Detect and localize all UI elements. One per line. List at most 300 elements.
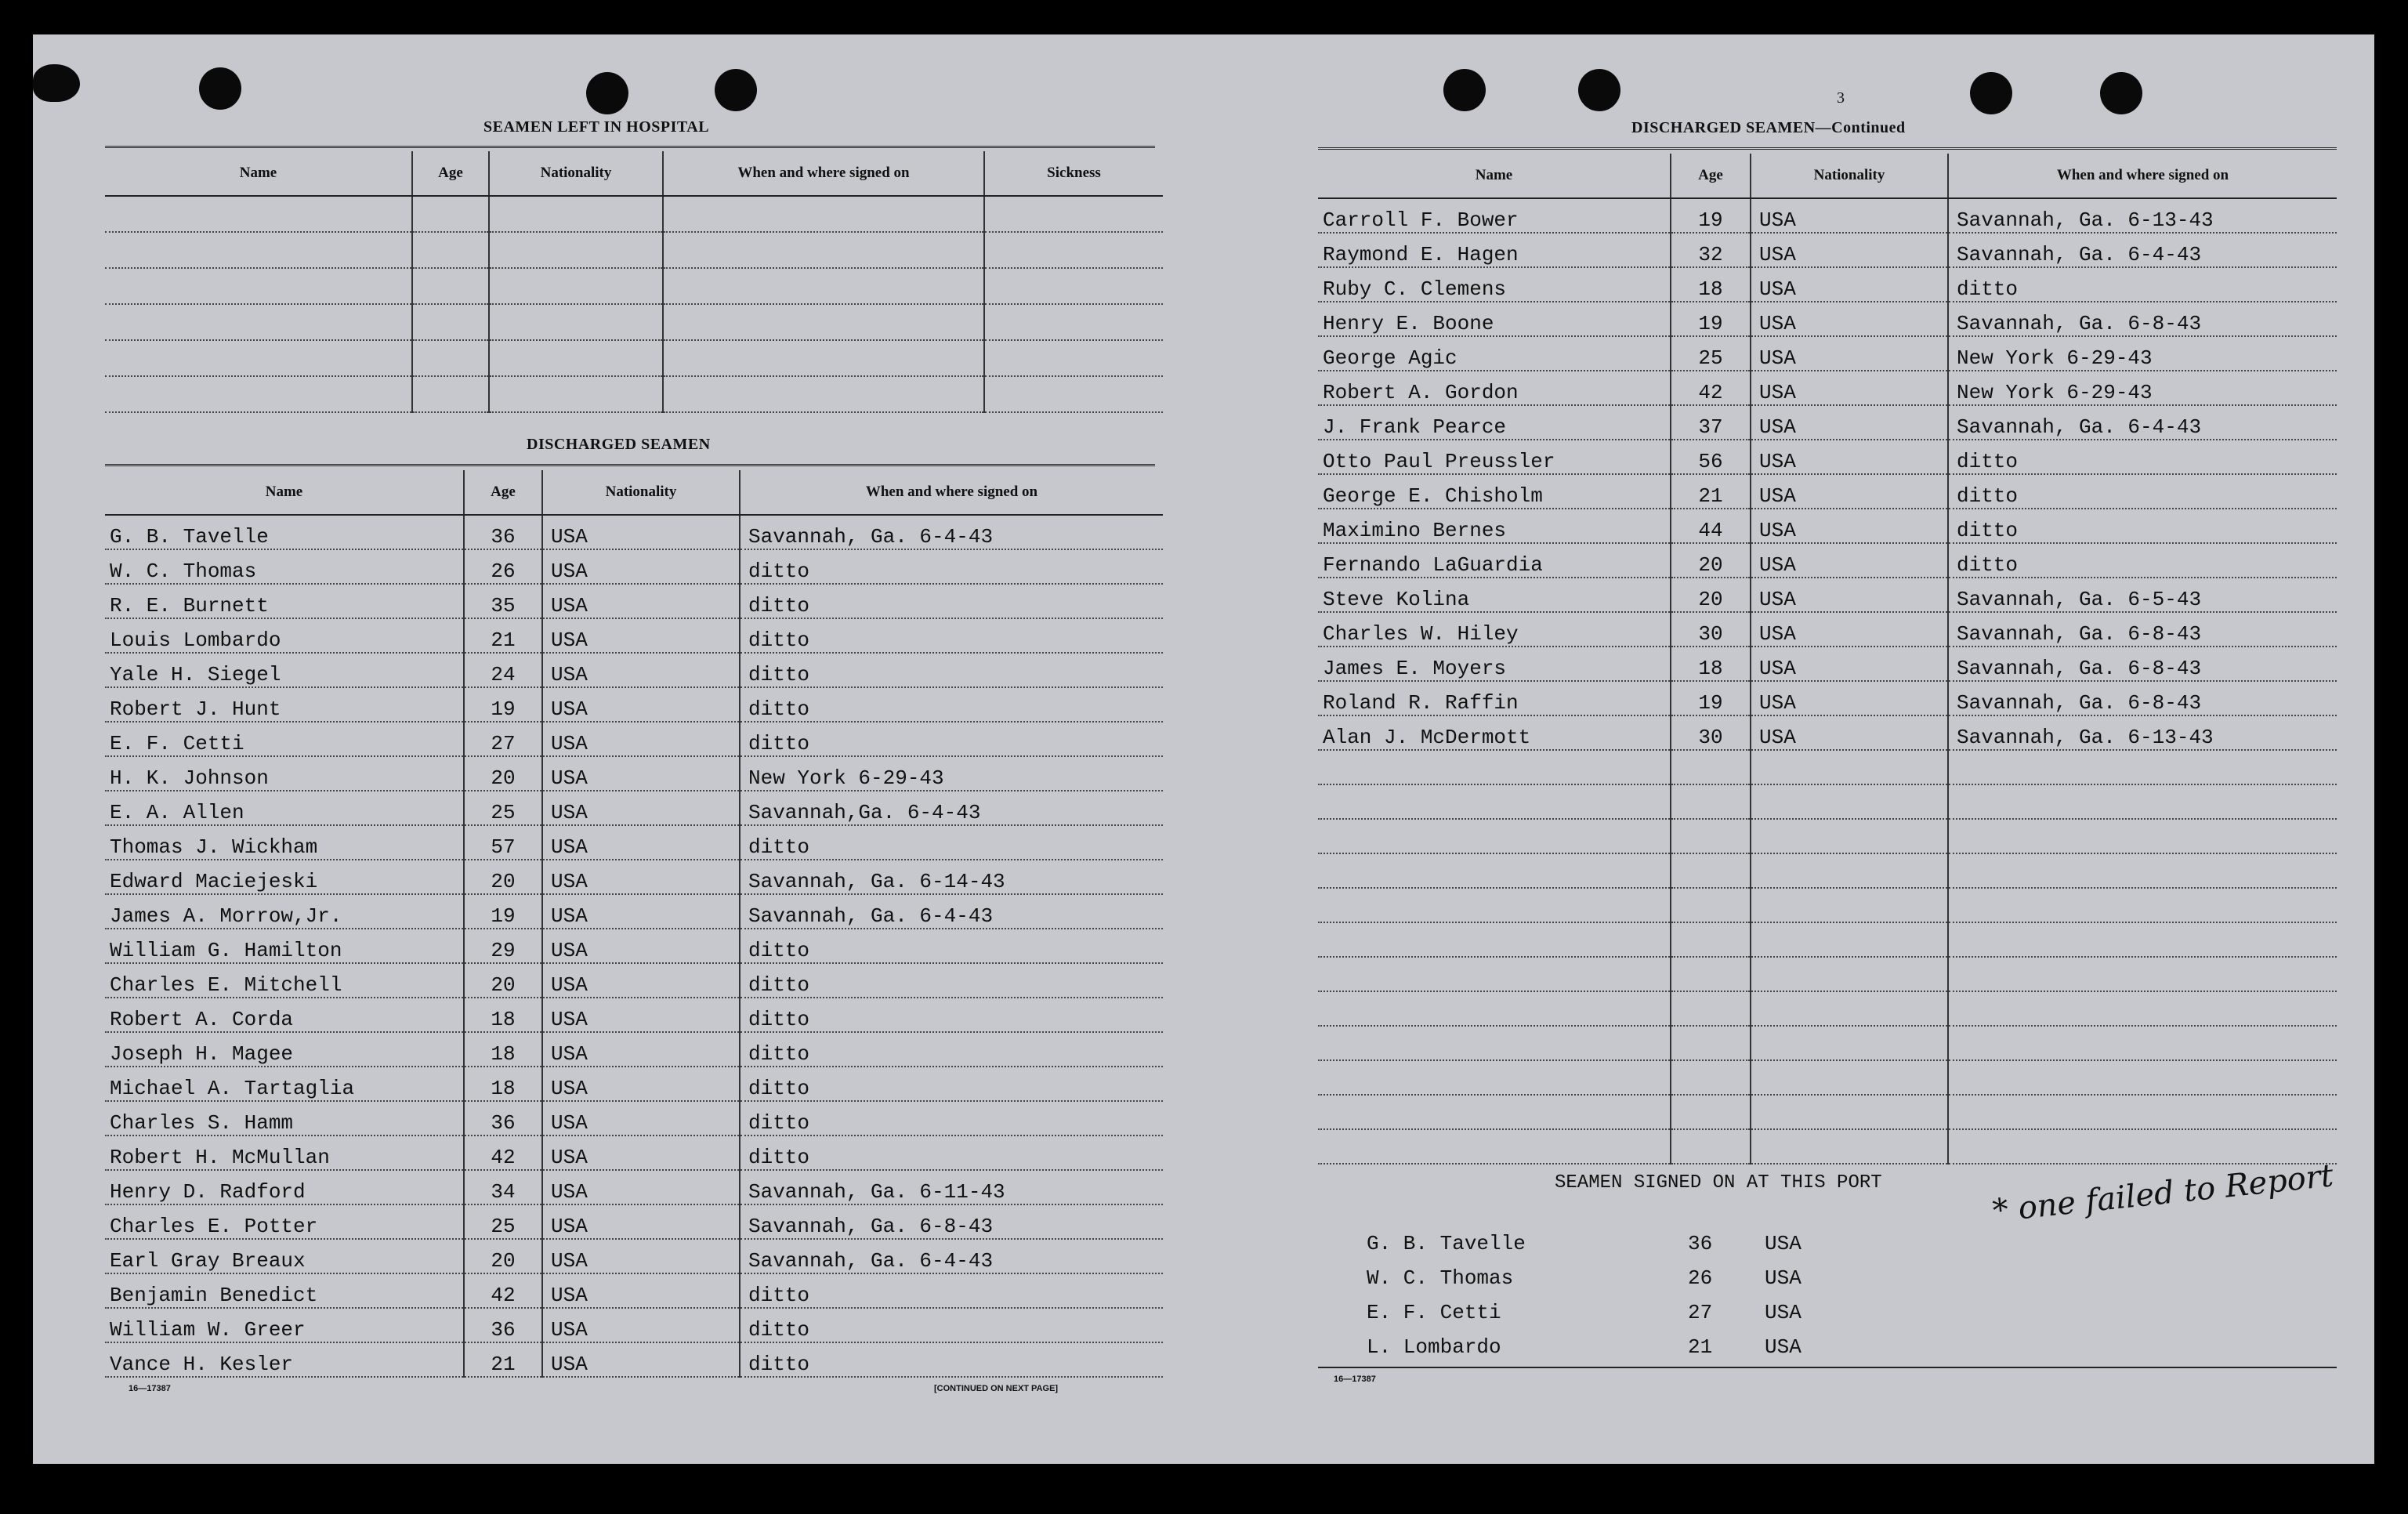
signed-on-nationality: USA [1765,1335,1801,1359]
table-row [105,963,1163,998]
signed-on-heading: SEAMEN SIGNED ON AT THIS PORT [1555,1172,1882,1193]
table-row-blank [1318,1026,2337,1060]
name-cell: Roland R. Raffin [1318,681,1671,715]
nationality-cell [489,376,663,412]
age-cell: 36 [464,1308,542,1342]
table-row-blank [1318,991,2337,1026]
signed-on-cell: ditto [740,653,1163,687]
signed-on-cell [1948,819,2337,853]
signed-on-cell: Savannah, Ga. 6-8-43 [1948,647,2337,681]
table-row [105,340,1163,376]
table-row [105,1032,1163,1067]
name-cell [1318,1026,1671,1060]
table-row [105,860,1163,894]
nationality-cell [1751,1095,1948,1129]
table-row [105,687,1163,722]
hospital-top-rule [105,146,1155,150]
name-cell: William W. Greer [105,1308,464,1342]
name-cell: Charles E. Potter [105,1204,464,1239]
signed-on-cell: ditto [740,998,1163,1032]
nationality-cell: USA [542,1273,740,1308]
table-row [105,825,1163,860]
signed-on-cell [1948,1129,2337,1164]
name-cell: G. B. Tavelle [105,515,464,549]
col-header-signed-on: When and where signed on [663,151,984,196]
nationality-cell [489,340,663,376]
table-row [105,791,1163,825]
name-cell [1318,922,1671,957]
age-cell: 20 [1671,543,1751,578]
handwritten-note: * one failed to Report [1990,1157,2335,1230]
signed-on-name: L. Lombardo [1367,1335,1501,1359]
nationality-cell: USA [1751,612,1948,647]
left-page [33,34,1193,1464]
age-cell: 21 [464,1342,542,1377]
signed-on-cell: ditto [740,1032,1163,1067]
age-cell: 42 [464,1136,542,1170]
nationality-cell: USA [542,549,740,584]
name-cell: J. Frank Pearce [1318,405,1671,440]
signed-on-cell: Savannah, Ga. 6-4-43 [1948,405,2337,440]
table-row [105,722,1163,756]
table-row-blank [1318,1095,2337,1129]
page-number: 3 [1837,89,1845,107]
name-cell: R. E. Burnett [105,584,464,618]
nationality-cell [489,268,663,304]
table-row [1318,543,2337,578]
nationality-cell: USA [542,1204,740,1239]
age-cell: 18 [464,998,542,1032]
table-row [1318,371,2337,405]
age-cell: 18 [464,1067,542,1101]
age-cell: 36 [464,1101,542,1136]
table-row [105,1204,1163,1239]
age-cell: 19 [1671,681,1751,715]
signed-on-cell: ditto [740,722,1163,756]
signed-on-cell: Savannah, Ga. 6-13-43 [1948,715,2337,750]
nationality-cell: USA [1751,371,1948,405]
signed-on-cell [1948,991,2337,1026]
signed-on-row [1318,1226,1961,1260]
signed-on-nationality: USA [1765,1266,1801,1290]
age-cell [1671,750,1751,784]
signed-on-cell [663,376,984,412]
name-cell: Otto Paul Preussler [1318,440,1671,474]
signed-on-cell: ditto [740,1101,1163,1136]
signed-on-cell: ditto [740,549,1163,584]
name-cell: Michael A. Tartaglia [105,1067,464,1101]
table-row-blank [1318,853,2337,888]
right-page [1279,34,2374,1464]
signed-on-age: 27 [1688,1301,1713,1324]
table-row [105,929,1163,963]
age-cell [412,196,489,232]
signed-on-cell [1948,1026,2337,1060]
nationality-cell [489,304,663,340]
table-row-blank [1318,784,2337,819]
signed-on-cell: ditto [1948,543,2337,578]
sickness-cell [984,268,1163,304]
name-cell: Vance H. Kesler [105,1342,464,1377]
col-header-name: Name [1318,154,1671,198]
name-cell [1318,784,1671,819]
age-cell: 34 [464,1170,542,1204]
name-cell: Earl Gray Breaux [105,1239,464,1273]
table-row [105,1239,1163,1273]
form-number: 16—17387 [1334,1375,1376,1384]
age-cell: 30 [1671,612,1751,647]
document-sheet [33,34,2374,1464]
nationality-cell [1751,853,1948,888]
age-cell [412,304,489,340]
table-row [105,1101,1163,1136]
signed-on-row [1318,1260,1961,1295]
col-header-nationality: Nationality [542,470,740,515]
table-row [105,618,1163,653]
name-cell: Charles W. Hiley [1318,612,1671,647]
age-cell: 25 [464,1204,542,1239]
nationality-cell: USA [542,1101,740,1136]
nationality-cell: USA [542,1239,740,1273]
name-cell: Joseph H. Magee [105,1032,464,1067]
signed-on-cell: Savannah, Ga. 6-5-43 [1948,578,2337,612]
table-row [105,653,1163,687]
age-cell [1671,1026,1751,1060]
table-row [1318,647,2337,681]
nationality-cell [1751,957,1948,991]
right-header-row [1318,154,2337,198]
name-cell: Ruby C. Clemens [1318,267,1671,302]
nationality-cell: USA [542,687,740,722]
name-cell: James A. Morrow,Jr. [105,894,464,929]
signed-on-cell [1948,784,2337,819]
sickness-cell [984,196,1163,232]
nationality-cell [489,232,663,268]
signed-on-cell: Savannah, Ga. 6-13-43 [1948,198,2337,233]
age-cell: 18 [1671,647,1751,681]
col-header-nationality: Nationality [1751,154,1948,198]
name-cell [1318,991,1671,1026]
signed-on-cell: ditto [1948,267,2337,302]
name-cell [1318,957,1671,991]
signed-on-cell [1948,1060,2337,1095]
signed-on-cell: ditto [740,1136,1163,1170]
signed-on-cell [1948,853,2337,888]
signed-on-name: E. F. Cetti [1367,1301,1501,1324]
signed-on-cell: Savannah, Ga. 6-4-43 [740,894,1163,929]
table-row [105,756,1163,791]
sickness-cell [984,232,1163,268]
col-header-signed-on: When and where signed on [1948,154,2337,198]
table-row [105,376,1163,412]
signed-on-cell [663,304,984,340]
signed-on-cell: New York 6-29-43 [1948,336,2337,371]
table-row [1318,198,2337,233]
signed-on-cell [1948,888,2337,922]
age-cell: 56 [1671,440,1751,474]
name-cell [1318,1129,1671,1164]
nationality-cell [1751,991,1948,1026]
age-cell [1671,853,1751,888]
sickness-cell [984,340,1163,376]
signed-on-cell [663,340,984,376]
signed-on-cell: ditto [1948,440,2337,474]
name-cell: Fernando LaGuardia [1318,543,1671,578]
signed-on-age: 36 [1688,1232,1713,1255]
signed-on-name: W. C. Thomas [1367,1266,1514,1290]
name-cell: Carroll F. Bower [1318,198,1671,233]
table-row-blank [1318,957,2337,991]
nationality-cell: USA [542,756,740,791]
nationality-cell: USA [1751,681,1948,715]
nationality-cell: USA [1751,715,1948,750]
col-header-age: Age [412,151,489,196]
age-cell: 26 [464,549,542,584]
nationality-cell: USA [1751,440,1948,474]
form-number: 16—17387 [129,1384,171,1393]
nationality-cell: USA [1751,474,1948,509]
table-row [105,549,1163,584]
name-cell: Yale H. Siegel [105,653,464,687]
age-cell [1671,1060,1751,1095]
name-cell: E. A. Allen [105,791,464,825]
signed-on-cell: Savannah, Ga. 6-8-43 [1948,681,2337,715]
signed-on-cell: ditto [1948,509,2337,543]
age-cell: 44 [1671,509,1751,543]
table-row-blank [1318,1129,2337,1164]
name-cell: Steve Kolina [1318,578,1671,612]
signed-on-cell [663,232,984,268]
age-cell: 36 [464,515,542,549]
discharged-continued-table [1318,154,2337,1164]
nationality-cell [1751,922,1948,957]
table-row-blank [1318,888,2337,922]
col-header-age: Age [464,470,542,515]
signed-on-cell: ditto [1948,474,2337,509]
age-cell [1671,819,1751,853]
age-cell: 20 [464,756,542,791]
age-cell: 19 [464,894,542,929]
nationality-cell: USA [1751,302,1948,336]
name-cell: Robert A. Corda [105,998,464,1032]
signed-on-cell [663,196,984,232]
name-cell: Maximino Bernes [1318,509,1671,543]
nationality-cell: USA [1751,267,1948,302]
name-cell: Robert J. Hunt [105,687,464,722]
signed-on-cell [1948,957,2337,991]
nationality-cell: USA [542,1136,740,1170]
sickness-cell [984,376,1163,412]
name-cell [1318,1095,1671,1129]
age-cell [1671,922,1751,957]
name-cell: Alan J. McDermott [1318,715,1671,750]
age-cell: 19 [1671,302,1751,336]
nationality-cell: USA [542,653,740,687]
age-cell: 42 [1671,371,1751,405]
nationality-cell [489,196,663,232]
age-cell: 19 [464,687,542,722]
signed-on-cell: Savannah, Ga. 6-8-43 [1948,612,2337,647]
nationality-cell: USA [542,791,740,825]
name-cell: Raymond E. Hagen [1318,233,1671,267]
table-row [1318,578,2337,612]
right-top-rule [1318,147,2337,151]
table-row [105,1273,1163,1308]
hospital-table [105,151,1163,413]
hospital-section-title: SEAMEN LEFT IN HOSPITAL [483,118,710,136]
signed-on-list [1318,1226,1961,1364]
table-row [1318,681,2337,715]
signed-on-cell: ditto [740,1342,1163,1377]
nationality-cell: USA [542,1308,740,1342]
discharged-header-row [105,470,1163,515]
table-row [105,894,1163,929]
table-row [105,1170,1163,1204]
signed-on-row [1318,1329,1961,1364]
signed-on-cell: ditto [740,584,1163,618]
name-cell: Edward Maciejeski [105,860,464,894]
age-cell [1671,1095,1751,1129]
signed-on-cell: ditto [740,1273,1163,1308]
age-cell: 35 [464,584,542,618]
name-cell [105,232,412,268]
table-row [1318,302,2337,336]
age-cell [412,268,489,304]
name-cell [1318,853,1671,888]
nationality-cell [1751,1026,1948,1060]
age-cell: 21 [1671,474,1751,509]
age-cell: 25 [464,791,542,825]
name-cell: Henry E. Boone [1318,302,1671,336]
name-cell [105,268,412,304]
nationality-cell: USA [542,515,740,549]
name-cell [105,196,412,232]
age-cell: 20 [464,1239,542,1273]
table-row [1318,715,2337,750]
table-row [1318,509,2337,543]
signed-on-age: 26 [1688,1266,1713,1290]
signed-on-bottom-rule [1318,1367,2337,1368]
signed-on-cell: New York 6-29-43 [1948,371,2337,405]
discharged-table [105,470,1163,1378]
name-cell [1318,1060,1671,1095]
age-cell: 57 [464,825,542,860]
nationality-cell: USA [1751,509,1948,543]
signed-on-cell [1948,750,2337,784]
table-row [105,1067,1163,1101]
age-cell [412,376,489,412]
age-cell [1671,888,1751,922]
signed-on-cell [663,268,984,304]
name-cell: William G. Hamilton [105,929,464,963]
age-cell: 27 [464,722,542,756]
nationality-cell: USA [1751,233,1948,267]
name-cell: Louis Lombardo [105,618,464,653]
table-row [1318,233,2337,267]
table-row [105,304,1163,340]
nationality-cell: USA [542,963,740,998]
nationality-cell: USA [1751,336,1948,371]
signed-on-cell: ditto [740,687,1163,722]
name-cell [105,340,412,376]
table-row [1318,267,2337,302]
age-cell [412,340,489,376]
table-row [1318,474,2337,509]
signed-on-cell: Savannah, Ga. 6-8-43 [1948,302,2337,336]
age-cell: 20 [464,860,542,894]
signed-on-cell: Savannah, Ga. 6-4-43 [740,1239,1163,1273]
name-cell: E. F. Cetti [105,722,464,756]
nationality-cell [1751,1129,1948,1164]
nationality-cell: USA [542,860,740,894]
name-cell: W. C. Thomas [105,549,464,584]
signed-on-name: G. B. Tavelle [1367,1232,1526,1255]
name-cell: Henry D. Radford [105,1170,464,1204]
nationality-cell: USA [1751,405,1948,440]
table-row-blank [1318,819,2337,853]
nationality-cell: USA [542,998,740,1032]
name-cell: James E. Moyers [1318,647,1671,681]
name-cell: Robert A. Gordon [1318,371,1671,405]
col-header-nationality: Nationality [489,151,663,196]
nationality-cell [1751,819,1948,853]
nationality-cell: USA [542,722,740,756]
name-cell: Thomas J. Wickham [105,825,464,860]
table-row [105,1136,1163,1170]
name-cell: Charles E. Mitchell [105,963,464,998]
age-cell: 42 [464,1273,542,1308]
table-row [105,232,1163,268]
signed-on-cell: ditto [740,618,1163,653]
signed-on-nationality: USA [1765,1232,1801,1255]
age-cell: 18 [464,1032,542,1067]
nationality-cell: USA [542,1032,740,1067]
age-cell: 24 [464,653,542,687]
col-header-name: Name [105,151,412,196]
age-cell [412,232,489,268]
nationality-cell: USA [542,584,740,618]
signed-on-cell: Savannah,Ga. 6-4-43 [740,791,1163,825]
signed-on-nationality: USA [1765,1301,1801,1324]
age-cell: 32 [1671,233,1751,267]
hospital-header-row [105,151,1163,196]
signed-on-cell: Savannah, Ga. 6-4-43 [740,515,1163,549]
name-cell: Charles S. Hamm [105,1101,464,1136]
table-row [1318,336,2337,371]
age-cell [1671,957,1751,991]
nationality-cell: USA [542,929,740,963]
nationality-cell [1751,888,1948,922]
nationality-cell: USA [542,894,740,929]
name-cell: George Agic [1318,336,1671,371]
continued-note: [CONTINUED ON NEXT PAGE] [934,1384,1059,1393]
table-row-blank [1318,750,2337,784]
name-cell [1318,750,1671,784]
col-header-sickness: Sickness [984,151,1163,196]
nationality-cell: USA [542,825,740,860]
nationality-cell [1751,750,1948,784]
signed-on-row [1318,1295,1961,1329]
age-cell [1671,784,1751,819]
signed-on-cell: ditto [740,1308,1163,1342]
nationality-cell: USA [1751,198,1948,233]
age-cell: 29 [464,929,542,963]
age-cell [1671,991,1751,1026]
signed-on-age: 21 [1688,1335,1713,1359]
name-cell [105,304,412,340]
age-cell: 18 [1671,267,1751,302]
age-cell: 20 [1671,578,1751,612]
